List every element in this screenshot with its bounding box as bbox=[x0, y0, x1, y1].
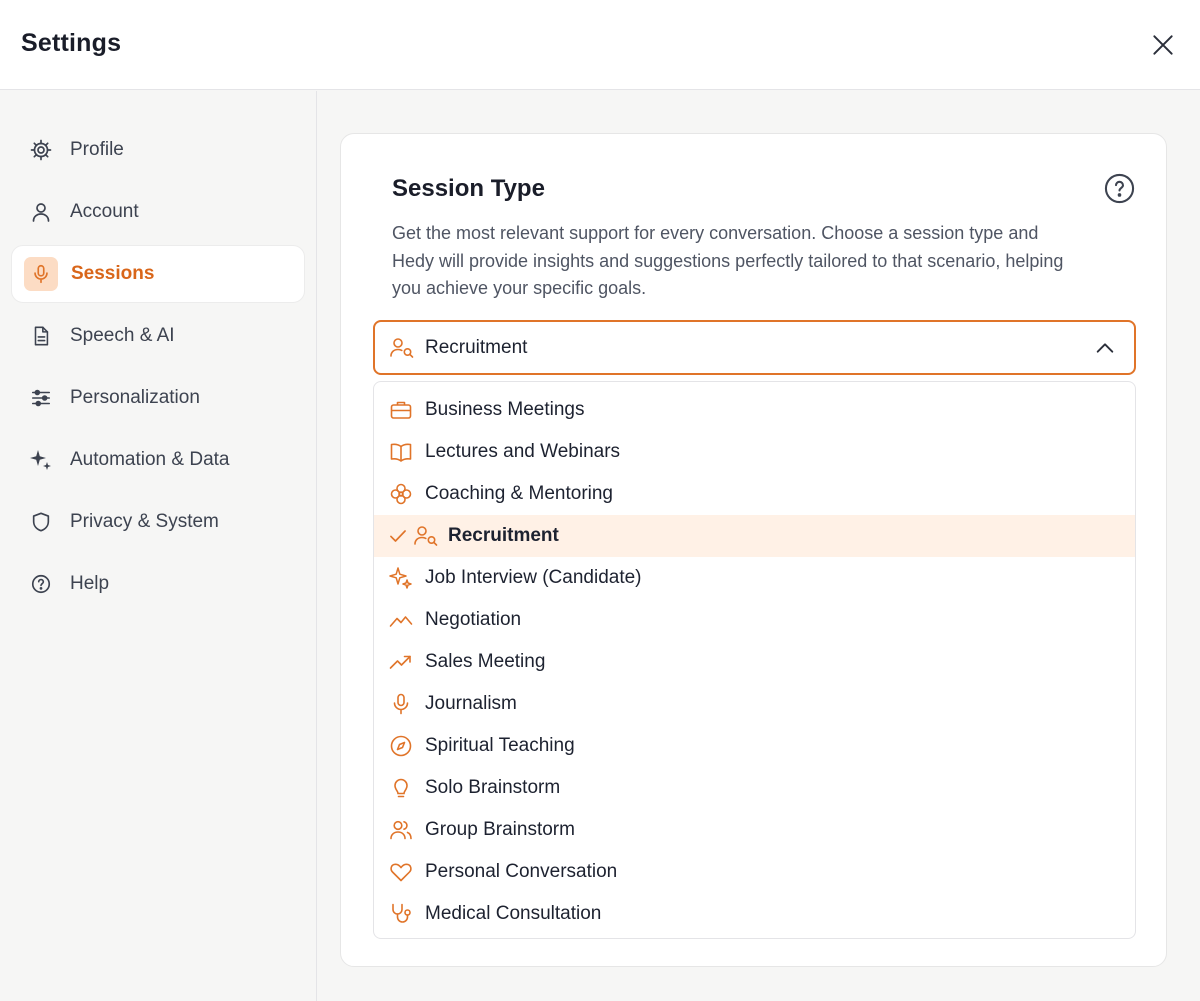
settings-sidebar bbox=[0, 91, 317, 1001]
user-search-icon bbox=[413, 524, 437, 548]
sparkles-icon bbox=[389, 566, 413, 590]
sidebar-item-label: Help bbox=[70, 573, 110, 594]
option-job-interview[interactable] bbox=[374, 557, 1135, 599]
check-icon bbox=[388, 526, 408, 546]
option-label: Personal Conversation bbox=[425, 861, 618, 882]
sidebar-item-profile[interactable] bbox=[11, 121, 305, 179]
question-circle-icon bbox=[1104, 173, 1135, 204]
option-label: Business Meetings bbox=[425, 399, 585, 420]
option-label: Coaching & Mentoring bbox=[425, 483, 613, 504]
option-label: Medical Consultation bbox=[425, 903, 602, 924]
stethoscope-icon bbox=[389, 902, 413, 926]
select-value: Recruitment bbox=[425, 337, 528, 358]
option-spiritual-teaching[interactable] bbox=[374, 725, 1135, 767]
section-description: Get the most relevant support for every conversation. Choose a session type and Hedy will provide insights and suggestions perfectly tailored to that scenario, helping you achieve your specific goals. bbox=[392, 223, 1064, 298]
shield-icon bbox=[25, 506, 57, 538]
trending-up-icon bbox=[389, 650, 413, 674]
sidebar-item-account[interactable] bbox=[11, 183, 305, 241]
sidebar-item-automation-data[interactable] bbox=[11, 431, 305, 489]
open-book-icon bbox=[389, 440, 413, 464]
option-solo-brainstorm[interactable] bbox=[374, 767, 1135, 809]
option-medical-consultation[interactable] bbox=[374, 893, 1135, 935]
option-label: Spiritual Teaching bbox=[425, 735, 575, 756]
session-type-select[interactable] bbox=[373, 320, 1136, 375]
sidebar-item-label: Account bbox=[70, 201, 139, 222]
sidebar-item-label: Privacy & System bbox=[70, 511, 219, 532]
sidebar-item-label: Speech & AI bbox=[70, 325, 175, 346]
option-negotiation[interactable] bbox=[374, 599, 1135, 641]
microphone-icon bbox=[24, 257, 58, 291]
sidebar-item-label: Personalization bbox=[70, 387, 200, 408]
sidebar-item-label: Automation & Data bbox=[70, 449, 230, 470]
sparkles-icon bbox=[25, 444, 57, 476]
flower-icon bbox=[389, 482, 413, 506]
option-label: Group Brainstorm bbox=[425, 819, 575, 840]
option-label: Journalism bbox=[425, 693, 517, 714]
option-label: Negotiation bbox=[425, 609, 522, 630]
option-personal-conversation[interactable] bbox=[374, 851, 1135, 893]
chevron-up-icon bbox=[1094, 337, 1116, 359]
option-label: Recruitment bbox=[448, 525, 559, 546]
briefcase-icon bbox=[389, 398, 413, 422]
close-icon bbox=[1150, 32, 1176, 58]
sidebar-item-sessions[interactable] bbox=[11, 245, 305, 303]
option-recruitment[interactable] bbox=[374, 515, 1135, 557]
option-coaching-mentoring[interactable] bbox=[374, 473, 1135, 515]
sidebar-item-privacy-system[interactable] bbox=[11, 493, 305, 551]
close-button[interactable] bbox=[1146, 28, 1180, 62]
document-icon bbox=[25, 320, 57, 352]
help-button[interactable] bbox=[1104, 173, 1135, 204]
question-circle-icon bbox=[25, 568, 57, 600]
microphone-icon bbox=[389, 692, 413, 716]
sidebar-item-help[interactable] bbox=[11, 555, 305, 613]
option-sales-meeting[interactable] bbox=[374, 641, 1135, 683]
lightbulb-icon bbox=[389, 776, 413, 800]
sidebar-item-speech-ai[interactable] bbox=[11, 307, 305, 365]
user-search-icon bbox=[389, 336, 415, 360]
gear-icon bbox=[25, 134, 57, 166]
users-icon bbox=[389, 818, 413, 842]
option-lectures-webinars[interactable] bbox=[374, 431, 1135, 473]
option-journalism[interactable] bbox=[374, 683, 1135, 725]
compass-icon bbox=[389, 734, 413, 758]
user-icon bbox=[25, 196, 57, 228]
page-title: Settings bbox=[21, 29, 122, 57]
sidebar-item-label: Sessions bbox=[71, 263, 155, 284]
sidebar-item-label: Profile bbox=[70, 139, 124, 160]
session-type-card bbox=[340, 133, 1167, 967]
session-type-options bbox=[373, 381, 1136, 939]
sidebar-item-personalization[interactable] bbox=[11, 369, 305, 427]
section-title: Session Type bbox=[392, 175, 545, 202]
option-label: Job Interview (Candidate) bbox=[425, 567, 642, 588]
option-label: Lectures and Webinars bbox=[425, 441, 621, 462]
sliders-icon bbox=[25, 382, 57, 414]
mountain-icon bbox=[389, 608, 413, 632]
option-label: Solo Brainstorm bbox=[425, 777, 561, 798]
settings-header bbox=[0, 0, 1200, 90]
option-group-brainstorm[interactable] bbox=[374, 809, 1135, 851]
heart-icon bbox=[389, 860, 413, 884]
option-label: Sales Meeting bbox=[425, 651, 546, 672]
option-business-meetings[interactable] bbox=[374, 389, 1135, 431]
